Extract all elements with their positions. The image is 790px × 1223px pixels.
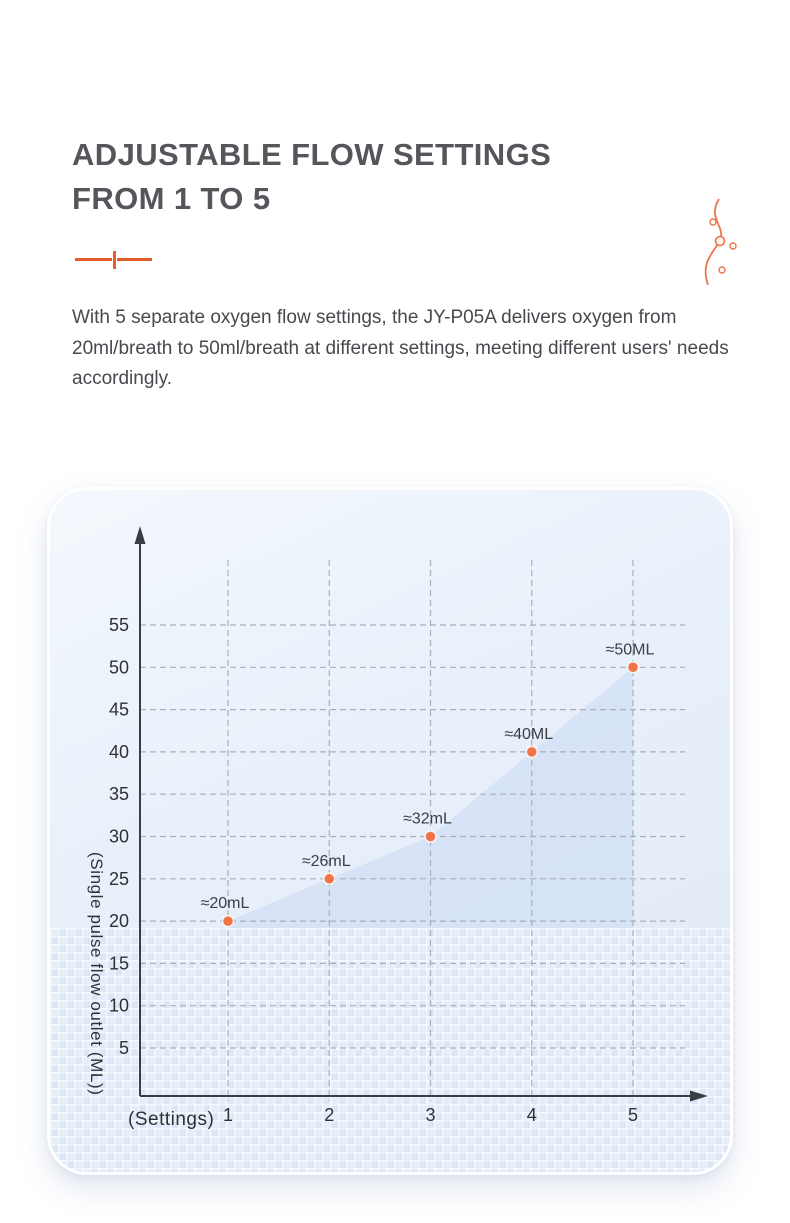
svg-text:2: 2 <box>324 1105 335 1125</box>
svg-text:≈40ML: ≈40ML <box>504 725 554 743</box>
svg-text:≈26mL: ≈26mL <box>301 852 351 870</box>
divider-tick <box>113 251 116 269</box>
svg-text:3: 3 <box>425 1105 436 1125</box>
svg-text:≈50ML: ≈50ML <box>605 641 655 659</box>
svg-text:5: 5 <box>118 1038 129 1058</box>
svg-text:20: 20 <box>108 911 129 932</box>
squiggle-decoration-icon <box>694 194 742 290</box>
svg-text:≈20mL: ≈20mL <box>200 895 250 913</box>
section-description: With 5 separate oxygen flow settings, the JY-P05A delivers oxygen from 20ml/breath to 50ml/breath at different settings, meeting different users' needs accordingly. <box>72 307 729 389</box>
svg-text:≈32mL: ≈32mL <box>403 810 452 828</box>
svg-text:10: 10 <box>108 995 129 1016</box>
svg-text:4: 4 <box>526 1105 537 1125</box>
svg-text:35: 35 <box>108 784 129 805</box>
y-axis-label: (Single pulse flow outlet (ML)) <box>87 852 106 1096</box>
section-title-line2: FROM 1 TO 5 <box>72 181 271 216</box>
svg-text:1: 1 <box>222 1105 234 1125</box>
svg-text:5: 5 <box>627 1105 639 1125</box>
svg-text:50: 50 <box>108 657 129 678</box>
svg-text:15: 15 <box>108 953 129 974</box>
section-title <box>72 133 712 221</box>
svg-text:30: 30 <box>108 826 129 847</box>
flow-settings-chart-card <box>47 487 733 1175</box>
flow-settings-chart <box>50 490 733 1175</box>
svg-text:40: 40 <box>108 741 129 762</box>
accent-divider <box>75 250 155 269</box>
svg-text:25: 25 <box>108 868 129 889</box>
svg-text:55: 55 <box>108 615 129 635</box>
svg-text:45: 45 <box>108 699 129 720</box>
divider-line-left <box>75 258 112 261</box>
x-axis-label: (Settings) <box>128 1109 215 1130</box>
section-title-line1: ADJUSTABLE FLOW SETTINGS <box>72 137 552 172</box>
divider-line-right <box>117 258 152 261</box>
